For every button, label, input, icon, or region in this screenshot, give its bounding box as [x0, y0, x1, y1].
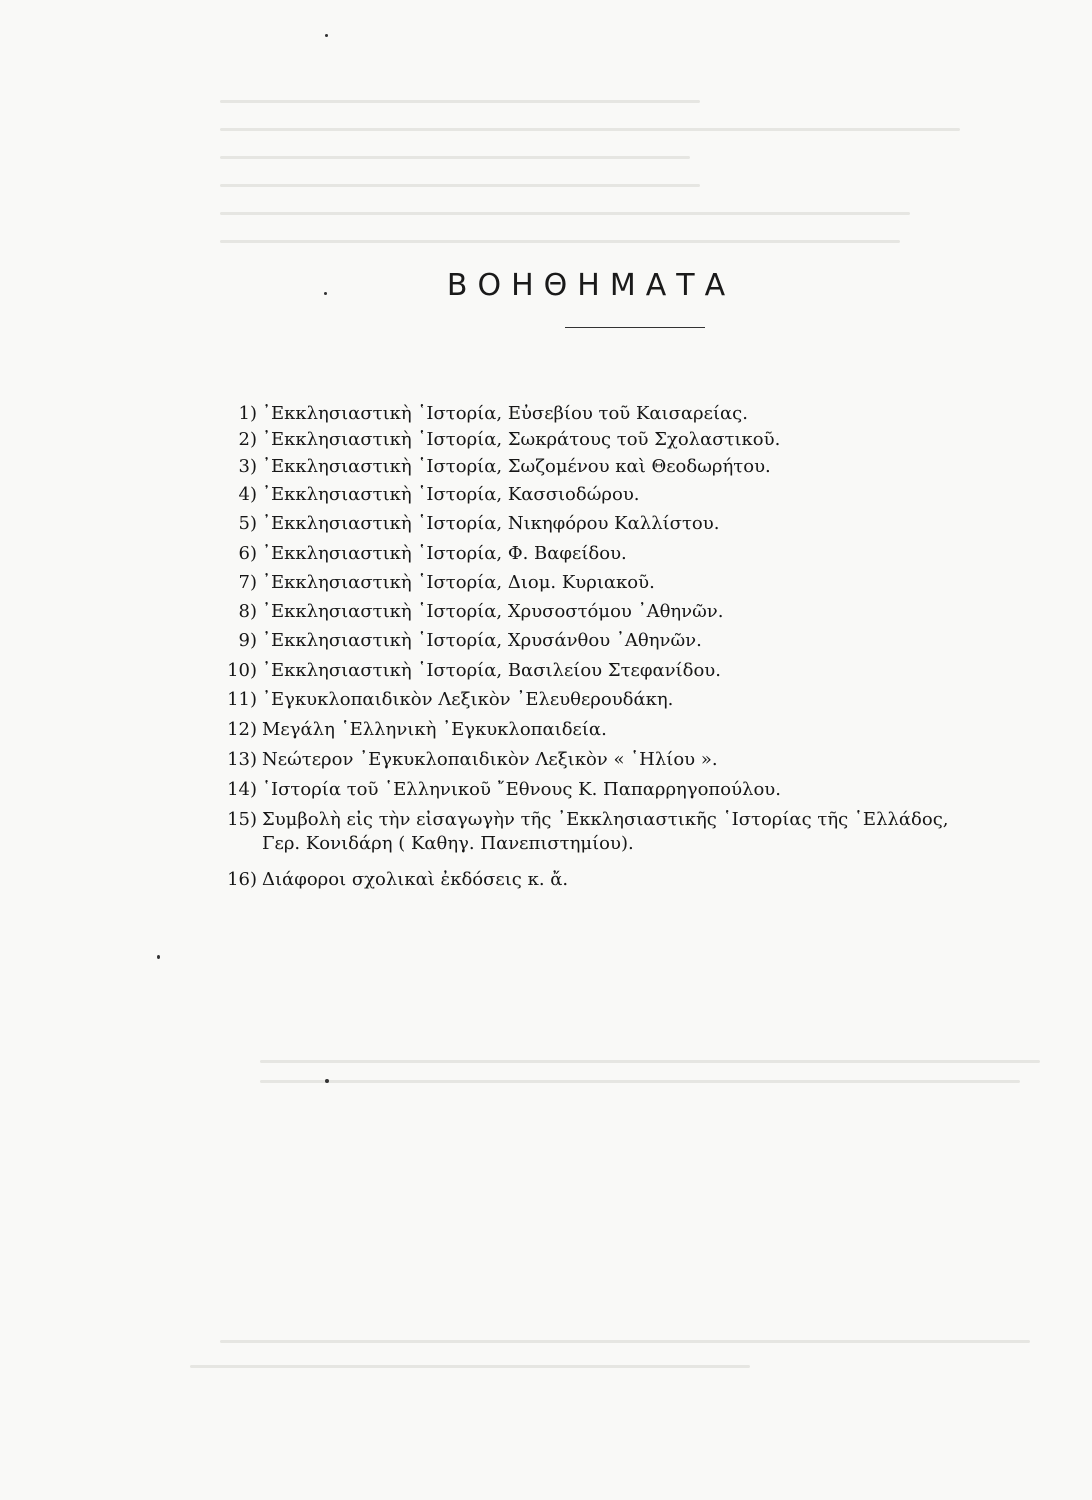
item-number: 8) — [238, 601, 257, 622]
item-text: ᾿Εκκλησιαστικὴ ῾Ιστορία, Νικηφόρου Καλλίστου. — [262, 513, 720, 534]
item-number: 2) — [238, 429, 257, 450]
item-number: 16) — [227, 869, 257, 890]
item-text: Μεγάλη ῾Ελληνικὴ ᾿Εγκυκλοπαιδεία. — [262, 719, 607, 740]
list-item — [0, 718, 1092, 748]
show-through-line — [260, 1080, 1020, 1083]
item-text: ᾿Εκκλησιαστικὴ ῾Ιστορία, Βασιλείου Στεφανίδου. — [262, 660, 721, 681]
item-text: ᾿Εκκλησιαστικὴ ῾Ιστορία, Εὐσεβίου τοῦ Καισαρείας. — [262, 403, 748, 424]
show-through-line — [260, 1060, 1040, 1063]
page-title: ΒΟΗΘΗΜΑΤΑ — [446, 268, 736, 303]
list-item — [0, 688, 1092, 718]
item-number: 15) — [227, 809, 257, 830]
list-item — [0, 512, 1092, 542]
item-text: Διάφοροι σχολικαὶ ἐκδόσεις κ. ἄ. — [262, 869, 569, 890]
list-item — [0, 629, 1092, 659]
show-through-line — [220, 156, 690, 159]
item-text: ᾿Εκκλησιαστικὴ ῾Ιστορία, Κασσιοδώρου. — [262, 484, 640, 505]
show-through-line — [190, 1365, 750, 1368]
item-text: ᾿Εκκλησιαστικὴ ῾Ιστορία, Χρυσάνθου ᾿Αθηνῶν. — [262, 630, 702, 651]
ink-speck — [157, 955, 160, 959]
item-text: Συμβολὴ εἰς τὴν εἰσαγωγὴν τῆς ᾿Εκκλησιαστικῆς ῾Ιστορίας τῆς ῾Ελλάδος, — [262, 809, 949, 830]
ink-speck — [325, 34, 328, 37]
ink-speck — [325, 1079, 329, 1083]
show-through-line — [220, 128, 960, 131]
list-item — [0, 748, 1092, 778]
item-number: 1) — [238, 403, 257, 424]
item-number: 11) — [227, 689, 257, 710]
list-item — [0, 455, 1092, 485]
item-number: 7) — [238, 572, 257, 593]
list-item — [0, 778, 1092, 808]
list-item — [0, 542, 1092, 572]
item-number: 6) — [238, 543, 257, 564]
item-number: 5) — [238, 513, 257, 534]
item-text: ᾿Εκκλησιαστικὴ ῾Ιστορία, Διομ. Κυριακοῦ. — [262, 572, 655, 593]
show-through-line — [220, 240, 900, 243]
item-number: 12) — [227, 719, 257, 740]
item-number: 13) — [227, 749, 257, 770]
item-number: 9) — [238, 630, 257, 651]
item-number: 4) — [238, 484, 257, 505]
list-item — [0, 428, 1092, 458]
title-underline — [565, 327, 705, 328]
list-item — [0, 600, 1092, 630]
show-through-line — [220, 1340, 1030, 1343]
list-item — [0, 571, 1092, 601]
item-number: 14) — [227, 779, 257, 800]
item-text: ᾿Εκκλησιαστικὴ ῾Ιστορία, Σωζομένου καὶ Θεοδωρήτου. — [262, 456, 771, 477]
list-item — [0, 868, 1092, 898]
item-number: 3) — [238, 456, 257, 477]
item-text: ῾Ιστορία τοῦ ῾Ελληνικοῦ ῎Εθνους Κ. Παπαρρηγοπούλου. — [262, 779, 781, 800]
item-text: ᾿Εκκλησιαστικὴ ῾Ιστορία, Χρυσοστόμου ᾿Αθηνῶν. — [262, 601, 724, 622]
list-item — [0, 659, 1092, 689]
show-through-line — [220, 100, 700, 103]
item-text: ᾿Εκκλησιαστικὴ ῾Ιστορία, Σωκράτους τοῦ Σχολαστικοῦ. — [262, 429, 781, 450]
list-item — [0, 483, 1092, 513]
list-item — [0, 808, 1092, 862]
item-text: Νεώτερον ᾿Εγκυκλοπαιδικὸν Λεξικὸν « ῾Ηλίου ». — [262, 749, 718, 770]
item-number: 10) — [227, 660, 257, 681]
item-text: ᾿Εγκυκλοπαιδικὸν Λεξικὸν ᾿Ελευθερουδάκη. — [262, 689, 674, 710]
show-through-line — [220, 212, 910, 215]
item-text: ᾿Εκκλησιαστικὴ ῾Ιστορία, Φ. Βαφείδου. — [262, 543, 627, 564]
show-through-line — [220, 184, 700, 187]
item-text-continuation: Γερ. Κονιδάρη ( Καθηγ. Πανεπιστημίου). — [262, 833, 634, 854]
